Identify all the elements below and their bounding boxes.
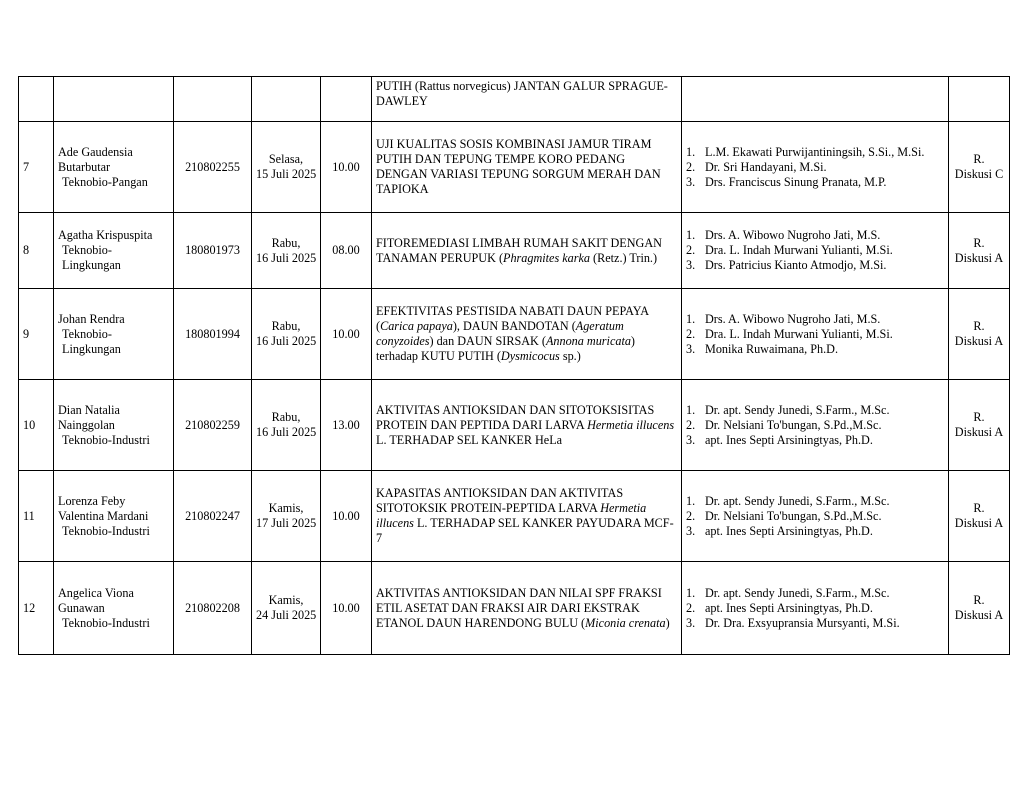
exam-time: 10.00 [321,122,372,213]
thesis-title: PUTIH (Rattus norvegicus) JANTAN GALUR SPRAGUE-DAWLEY [372,77,682,122]
examiner-item [686,341,944,357]
examiner-list [682,471,949,562]
exam-room [949,289,1010,380]
examiner-name: Drs. Patricius Kianto Atmodjo, M.Si. [705,258,887,272]
exam-room [949,213,1010,289]
row-number: 12 [19,562,54,655]
examiner-name: Dr. Sri Handayani, M.Si. [705,159,827,174]
room-name: Diskusi A [954,425,1004,439]
thesis-title: UJI KUALITAS SOSIS KOMBINASI JAMUR TIRAM PUTIH DAN TEPUNG TEMPE KORO PEDANG DENGAN VARIASI TEPUNG SORGUM MERAH DAN TAPIOKA [372,122,682,213]
examiner-item [686,243,944,258]
exam-day: Rabu, [271,410,301,424]
examiner-item [686,508,944,524]
examiner-name: Drs. A. Wibowo Nugroho Jati, M.S. [705,228,881,242]
exam-room [949,471,1010,562]
examiner-name: Monika Ruwaimana, Ph.D. [705,341,839,356]
exam-time [321,77,372,122]
examiner-number: 2. [686,417,696,432]
exam-date [252,77,321,122]
examiner-number: 1. [686,311,696,326]
examiner-number: 3. [686,341,696,356]
exam-date [252,562,321,655]
student-cell [54,562,174,655]
examiner-number: 2. [686,243,696,257]
thesis-title: AKTIVITAS ANTIOKSIDAN DAN NILAI SPF FRAKSI ETIL ASETAT DAN FRAKSI AIR DARI EKSTRAK ETANOL DAUN HARENDONG BULU (Miconia crenata) [372,562,682,655]
examiner-ol [686,145,944,190]
examiner-item [686,174,944,190]
examiner-number: 3. [686,615,696,630]
student-cell [54,380,174,471]
student-id [174,77,252,122]
student-cell [54,213,174,289]
student-name: Lorenza Feby Valentina Mardani [58,493,149,523]
study-program: Teknobio-Industri [62,615,150,630]
student-id: 210802247 [174,471,252,562]
examiner-item [686,523,944,539]
examiner-name: Drs. Franciscus Sinung Pranata, M.P. [705,174,887,189]
examiner-ol [686,494,944,539]
row-number: 8 [19,213,54,289]
student-id: 180801994 [174,289,252,380]
exam-date-text: 17 Juli 2025 [256,516,317,530]
student-cell [54,77,174,122]
schedule-rows [19,77,1010,655]
student-id: 210802259 [174,380,252,471]
examiner-ol [686,586,944,631]
exam-room [949,122,1010,213]
examiner-name: Dra. L. Indah Murwani Yulianti, M.Si. [705,326,893,341]
examiner-item [686,326,944,342]
table-row [19,213,1010,289]
examiner-list [682,213,949,289]
examiner-ol [686,228,944,273]
exam-time: 08.00 [321,213,372,289]
study-program: Teknobio-Pangan [62,174,148,189]
examiner-name: Dr. apt. Sendy Junedi, S.Farm., M.Sc. [705,585,890,600]
exam-date [252,471,321,562]
examiner-name: Dr. apt. Sendy Junedi, S.Farm., M.Sc. [705,402,890,417]
exam-time: 10.00 [321,562,372,655]
exam-date-text: 24 Juli 2025 [256,608,317,622]
student-id: 180801973 [174,213,252,289]
examiner-number: 1. [686,228,696,242]
examiner-name: Dra. L. Indah Murwani Yulianti, M.Si. [705,243,893,257]
exam-day: Rabu, [271,235,301,250]
exam-date [252,289,321,380]
exam-date [252,213,321,289]
examiner-ol [686,403,944,448]
student-id: 210802208 [174,562,252,655]
exam-date [252,122,321,213]
examiner-name: Dr. apt. Sendy Junedi, S.Farm., M.Sc. [705,493,890,508]
thesis-title: FITOREMEDIASI LIMBAH RUMAH SAKIT DENGAN TANAMAN PERUPUK (Phragmites karka (Retz.) Trin.) [372,213,682,289]
table-row [19,380,1010,471]
student-name: Johan Rendra [58,311,125,326]
examiner-number: 2. [686,600,696,615]
room-name: Diskusi A [954,608,1004,622]
row-number: 7 [19,122,54,213]
examiner-name: Dr. Nelsiani To'bungan, S.Pd.,M.Sc. [705,417,882,432]
examiner-list [682,289,949,380]
examiner-number: 3. [686,258,696,272]
examiner-number: 3. [686,432,696,447]
row-number: 9 [19,289,54,380]
exam-room [949,562,1010,655]
study-program: Teknobio-Lingkungan [62,326,121,356]
examiner-ol [686,312,944,357]
study-program: Teknobio-Lingkungan [62,243,121,272]
room-name: Diskusi A [954,250,1004,265]
examiner-number: 3. [686,174,696,189]
examiner-item [686,432,944,448]
study-program: Teknobio-Industri [62,432,150,447]
thesis-title: KAPASITAS ANTIOKSIDAN DAN AKTIVITAS SITOTOKSIK PROTEIN-PEPTIDA LARVA Hermetia illucens L. TERHADAP SEL KANKER PAYUDARA MCF-7 [372,471,682,562]
exam-date [252,380,321,471]
student-cell [54,122,174,213]
exam-date-text: 16 Juli 2025 [256,425,317,439]
student-cell [54,289,174,380]
student-name: Agatha Krispuspita [58,228,153,242]
examiner-number: 1. [686,493,696,508]
exam-time: 10.00 [321,289,372,380]
thesis-title: EFEKTIVITAS PESTISIDA NABATI DAUN PEPAYA (Carica papaya), DAUN BANDOTAN (Ageratum conyzoides) dan DAUN SIRSAK (Annona muricata) terhadap KUTU PUTIH (Dysmicocus sp.) [372,289,682,380]
examiner-list [682,77,949,122]
room-prefix: R. [973,152,985,166]
room-name: Diskusi A [954,516,1004,530]
exam-day: Kamis, [268,593,304,607]
exam-schedule-table [18,76,1010,655]
exam-day: Selasa, [268,152,304,166]
examiner-item [686,228,944,243]
thesis-title: AKTIVITAS ANTIOKSIDAN DAN SITOTOKSISITAS PROTEIN DAN PEPTIDA DARI LARVA Hermetia illucens L. TERHADAP SEL KANKER HeLa [372,380,682,471]
row-number: 10 [19,380,54,471]
exam-day: Kamis, [268,501,304,515]
row-number [19,77,54,122]
examiner-item [686,615,944,631]
exam-time: 10.00 [321,471,372,562]
student-name: Dian Natalia Nainggolan [58,402,120,432]
examiner-name: apt. Ines Septi Arsiningtyas, Ph.D. [705,432,873,447]
exam-room [949,380,1010,471]
examiner-number: 1. [686,144,696,159]
examiner-number: 2. [686,326,696,341]
examiner-list [682,380,949,471]
examiner-name: apt. Ines Septi Arsiningtyas, Ph.D. [705,600,873,615]
examiner-item [686,311,944,327]
exam-date-text: 16 Juli 2025 [256,334,317,348]
room-prefix: R. [973,501,985,515]
room-prefix: R. [973,319,985,333]
examiner-item [686,258,944,273]
table-row [19,77,1010,122]
examiner-number: 3. [686,523,696,538]
examiner-name: Drs. A. Wibowo Nugroho Jati, M.S. [705,311,881,326]
examiner-number: 2. [686,159,696,174]
table-row [19,289,1010,380]
examiner-item [686,585,944,601]
exam-day: Rabu, [271,319,301,333]
examiner-item [686,417,944,433]
room-prefix: R. [973,593,985,607]
examiner-item [686,159,944,175]
table-row [19,471,1010,562]
study-program: Teknobio-Industri [62,523,150,538]
room-prefix: R. [973,410,985,424]
examiner-item [686,402,944,418]
table-row [19,562,1010,655]
examiner-name: Dr. Nelsiani To'bungan, S.Pd.,M.Sc. [705,508,882,523]
exam-date-text: 15 Juli 2025 [256,167,317,181]
examiner-number: 2. [686,508,696,523]
room-name: Diskusi C [954,167,1004,181]
room-prefix: R. [973,235,985,250]
examiner-name: apt. Ines Septi Arsiningtyas, Ph.D. [705,523,873,538]
student-cell [54,471,174,562]
student-name: Angelica Viona Gunawan [58,585,134,615]
examiner-list [682,562,949,655]
student-name: Ade Gaudensia Butarbutar [58,144,133,174]
student-id: 210802255 [174,122,252,213]
examiner-name: Dr. Dra. Exsyupransia Mursyanti, M.Si. [705,615,900,630]
examiner-number: 1. [686,402,696,417]
row-number: 11 [19,471,54,562]
examiner-list [682,122,949,213]
examiner-name: L.M. Ekawati Purwijantiningsih, S.Si., M.Si. [705,144,925,159]
room-name: Diskusi A [954,334,1004,348]
examiner-item [686,493,944,509]
examiner-number: 1. [686,585,696,600]
exam-room [949,77,1010,122]
examiner-item [686,600,944,616]
table-row [19,122,1010,213]
exam-time: 13.00 [321,380,372,471]
examiner-item [686,144,944,160]
exam-date-text: 16 Juli 2025 [256,250,317,265]
